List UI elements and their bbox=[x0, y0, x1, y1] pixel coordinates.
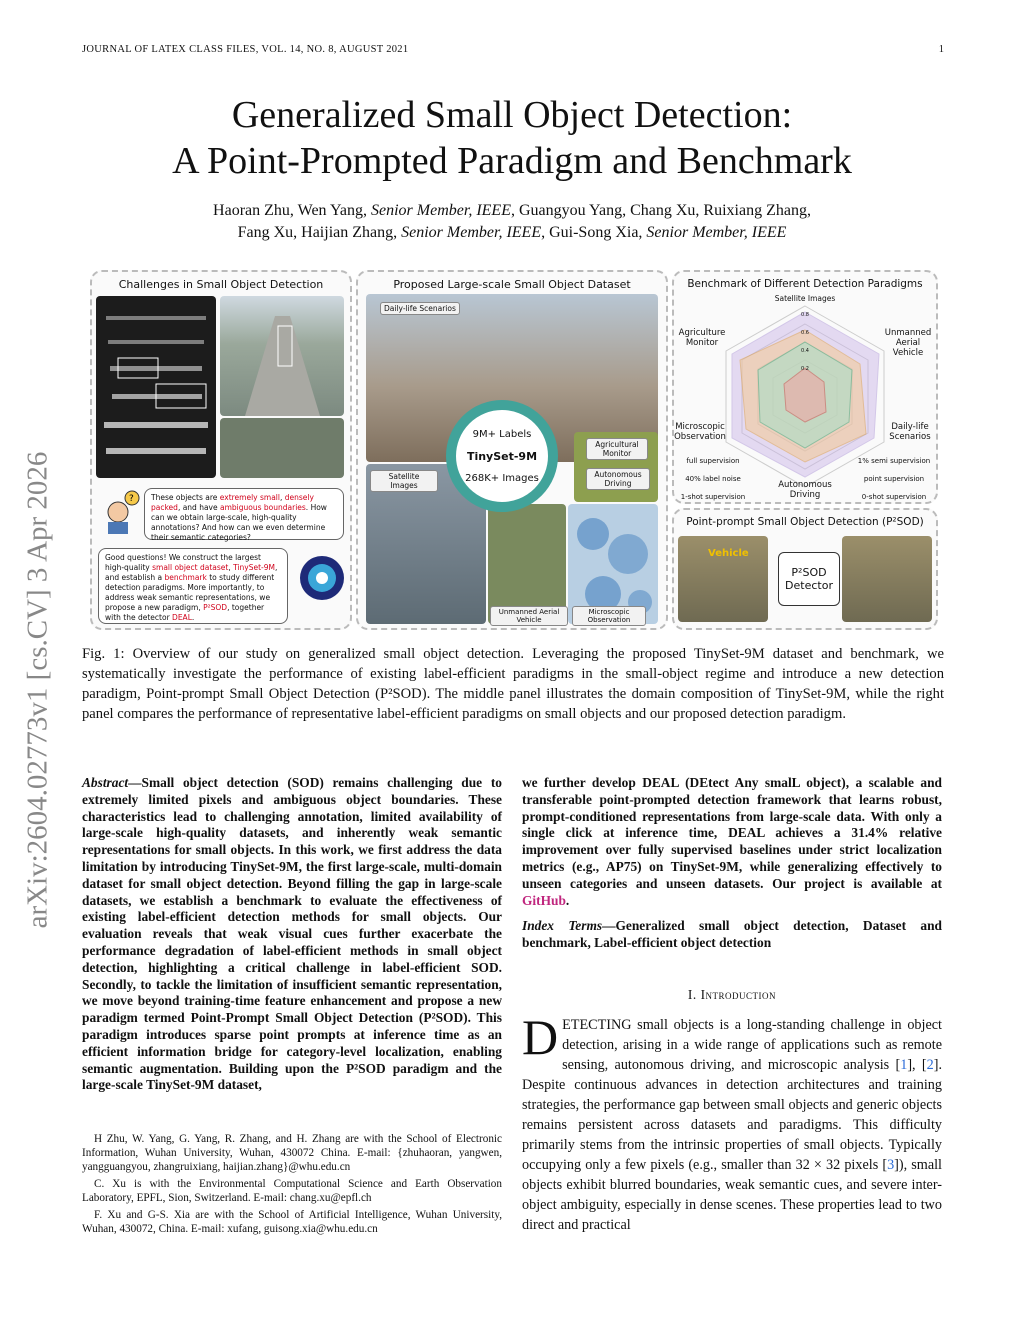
legend-semi-supervision: 1% semi supervision bbox=[857, 457, 931, 465]
radar-axis-microscopic: Microscopic Observation bbox=[674, 422, 726, 442]
author-names: , Gui-Song Xia, bbox=[541, 224, 647, 241]
panel-title: Benchmark of Different Detection Paradigms bbox=[687, 278, 923, 290]
street-aerial-image bbox=[220, 296, 344, 416]
author-list bbox=[0, 200, 1024, 244]
domain-tag-microscopic: Microscopic Observation bbox=[572, 606, 646, 626]
panel-title: Proposed Large-scale Small Object Dataset bbox=[393, 278, 631, 291]
answer-text: to study different detection paradigms. More importantly, to address weak semantic representations, we propose a new paradigm, bbox=[105, 573, 275, 612]
author-line-1 bbox=[0, 200, 1024, 222]
legend-point-supervision: point supervision bbox=[863, 475, 925, 483]
answer-text: , together with the detector bbox=[105, 603, 265, 622]
section-heading bbox=[522, 987, 942, 1003]
question-bubble bbox=[144, 488, 344, 540]
footnote: F. Xu and G-S. Xia are with the School of Artificial Intelligence, Wuhan University, Wuhan, 430072, China. E-mail: xufang, guisong.xia@whu.edu.cn bbox=[82, 1209, 502, 1235]
panel-title: Challenges in Small Object Detection bbox=[118, 278, 324, 291]
author-names: Fang Xu, Haijian Zhang, bbox=[237, 224, 402, 241]
arxiv-stamp bbox=[8, 390, 68, 990]
radar-tick: 0.2 bbox=[801, 366, 809, 372]
citation-link[interactable]: 2 bbox=[926, 1057, 934, 1073]
index-terms-text: —Generalized small object detection, Dataset and benchmark, Label-efficient object detection bbox=[522, 918, 943, 950]
page-number: 1 bbox=[938, 44, 944, 55]
images-count: 268K+ Images bbox=[465, 473, 539, 484]
thinking-person-icon bbox=[100, 490, 140, 534]
radar-axis-agriculture: Agriculture Monitor bbox=[678, 328, 726, 348]
detector-label: P²SOD Detector bbox=[785, 566, 833, 592]
answer-highlight: TinySet-9M bbox=[233, 563, 276, 572]
arxiv-id: arXiv:2604.02773v1 [cs.CV] 3 Apr 2026 bbox=[21, 451, 54, 929]
question-highlight: densely packed bbox=[151, 493, 314, 512]
github-link[interactable]: GitHub bbox=[522, 892, 566, 908]
section-title: Introduction bbox=[700, 987, 777, 1002]
paper-title bbox=[0, 92, 1024, 184]
output-aerial-image bbox=[842, 536, 932, 622]
question-highlight: ambiguous boundaries bbox=[220, 503, 306, 512]
author-membership: Senior Member, IEEE bbox=[401, 224, 542, 241]
intersection-aerial-image bbox=[220, 418, 344, 478]
abstract-continued bbox=[522, 775, 942, 909]
legend-one-shot: 1-shot supervision bbox=[680, 493, 746, 501]
dataset-ring bbox=[446, 400, 558, 512]
radar-axis-satellite: Satellite Images bbox=[774, 294, 836, 303]
figure-caption: Fig. 1: Overview of our study on generalized small object detection. Leveraging the proposed TinySet-9M dataset and benchmark, we systematically investigate the performance of existing label-efficient paradigms in the small-object regime and introduce a new detection paradigm, Point-prompt Small Object Detection (P²SOD). The middle panel illustrates the domain composition of TinySet-9M, while the right panel compares the performance of representative label-efficient paradigms on small objects and our proposed detection paradigm. bbox=[82, 646, 944, 722]
domain-tag-uav: Unmanned Aerial Vehicle bbox=[490, 606, 568, 626]
intro-text: ], [ bbox=[907, 1057, 927, 1073]
domain-tag-satellite: Satellite Images bbox=[370, 470, 438, 492]
dense-vehicles-graphic bbox=[96, 296, 216, 478]
radar-axis-autonomous: Autonomous Driving bbox=[778, 480, 832, 500]
panel-title: Point-prompt Small Object Detection (P²SOD) bbox=[686, 516, 924, 528]
footnote: C. Xu is with the Environmental Computational Science and Earth Observation Laboratory, EPFL, Sion, Switzerland. E-mail: chang.xu@epfl.ch bbox=[82, 1178, 502, 1204]
input-aerial-image bbox=[678, 536, 768, 622]
intro-text: ]), small objects exhibit blurred boundaries, weak semantic cues, and severe inter-object ambiguity, especially in dense scenes. These properties lead to two direct and practical bbox=[522, 1157, 943, 1233]
radar-tick: 0.4 bbox=[801, 348, 809, 354]
question-text: These objects are bbox=[151, 493, 220, 502]
intro-paragraph bbox=[522, 1009, 943, 1235]
radar-tick: 0.8 bbox=[801, 312, 809, 318]
abstract-label: Abstract bbox=[82, 775, 129, 790]
answer-text: Good questions! We construct the largest high-quality bbox=[105, 553, 261, 572]
legend-full-supervision: full supervision bbox=[686, 457, 740, 465]
radar-axis-uav: Unmanned Aerial Vehicle bbox=[884, 328, 932, 358]
footnotes bbox=[82, 1132, 502, 1239]
index-terms-label: Index Terms bbox=[522, 918, 603, 933]
index-terms bbox=[522, 918, 942, 952]
question-text: , and have bbox=[177, 503, 220, 512]
abstract-text: we further develop DEAL (DEtect Any smalL object), a scalable and transferable point-prompted detection framework that learns robust, prompt-conditioned representations from large-scale data. With only a single click at inference time, DEAL achieves a 31.4% relative improvement over fully supervised baselines under strict localization metrics (e.g., AP75) on TinySet-9M, while generalizing effectively to unseen categories and unseen datasets. Our project is available at bbox=[522, 775, 942, 891]
radar-chart bbox=[674, 272, 936, 502]
question-text: . How can we obtain large-scale, high-quality annotations? And how can we even determine their semantic categories? bbox=[151, 503, 327, 542]
answer-highlight: small object dataset bbox=[152, 563, 229, 572]
panel-p2sod bbox=[672, 508, 938, 630]
panel-dataset bbox=[356, 270, 668, 630]
author-membership: Senior Member, IEEE bbox=[646, 224, 787, 241]
author-membership: Senior Member, IEEE bbox=[371, 202, 511, 219]
answer-highlight: P²SOD bbox=[203, 603, 228, 612]
intro-text: ETECTING small objects is a long-standing challenge in object detection, arising in a wide range of applications such as remote sensing, autonomous driving, and microscopic analysis [ bbox=[562, 1017, 942, 1073]
author-names: , Guangyou Yang, Chang Xu, Ruixiang Zhang, bbox=[510, 202, 811, 219]
legend-label-noise: 40% label noise bbox=[685, 475, 741, 483]
citation-link[interactable]: 1 bbox=[900, 1057, 908, 1073]
domain-tag-autonomous: Autonomous Driving bbox=[586, 468, 650, 490]
answer-text: . bbox=[191, 613, 195, 622]
street-graphic bbox=[220, 296, 344, 416]
answer-text: , bbox=[228, 563, 234, 572]
abstract-text: —Small object detection (SOD) remains challenging due to extremely limited pixels and ambiguous object boundaries. These characteristics lead to challenging annotation, limited availability of large-scale high-quality datasets, and inherently weak semantic representations for small objects. In this work, we first address the data limitation by introducing TinySet-9M, the first large-scale, multi-domain dataset for small object detection. Beyond filling the gap in large-scale datasets, we establish a benchmark to evaluate the effectiveness of existing label-efficient detection methods for small objects. Our evaluation reveals that weak visual cues further exacerbate the performance degradation of label-efficient methods in small object detection, highlighting a critical challenge in label-efficient SOD. Secondly, to tackle the limitation of insufficient semantic representation, we move beyond training-time feature enhancement and propose a new paradigm termed Point-Prompt Small Object Detection (P²SOD). This paradigm introduces sparse point prompts at inference time as an efficient information bridge for category-level localization, enabling semantic augmentation. Building upon the P²SOD paradigm and the large-scale TinySet-9M dataset, bbox=[82, 775, 502, 1093]
p2sod-detector-box bbox=[778, 552, 840, 606]
section-number: I. bbox=[687, 987, 697, 1002]
radar-axis-daily-life: Daily-life Scenarios bbox=[889, 422, 931, 442]
radar-tick: 0.6 bbox=[801, 330, 809, 336]
answer-text: , and establish a bbox=[105, 563, 278, 582]
citation-link[interactable]: 3 bbox=[887, 1157, 895, 1173]
panel-challenges bbox=[90, 270, 352, 630]
drop-cap: D bbox=[522, 1009, 559, 1065]
figure-1 bbox=[86, 268, 936, 632]
running-header: JOURNAL OF LATEX CLASS FILES, VOL. 14, NO. 8, AUGUST 2021 bbox=[82, 44, 409, 55]
p2sod-logo bbox=[298, 554, 346, 602]
intro-text: ]. Despite continuous advances in detection architectures and training strategies, the performance gap between small objects and generic objects remains persistent across datasets and paradigms. This difficulty primarily stems from the intrinsic properties of small objects. Typically occupying only a few pixels (e.g., smaller than 32 × 32 pixels [ bbox=[522, 1057, 942, 1173]
question-highlight: extremely small bbox=[219, 493, 280, 502]
legend-zero-shot: 0-shot supervision bbox=[861, 493, 927, 501]
question-text: , bbox=[279, 493, 285, 502]
answer-highlight: DEAL bbox=[172, 613, 192, 622]
title-line-2: A Point-Prompted Paradigm and Benchmark bbox=[172, 140, 852, 182]
author-names: Haoran Zhu, Wen Yang, bbox=[213, 202, 371, 219]
footnote: H Zhu, W. Yang, G. Yang, R. Zhang, and H. Zhang are with the School of Electronic Information, Wuhan University, Wuhan, 430072 China. E-mail: {zhuhaoran, yangwen, yangguangyou, zhangruixiang, haijian.zhang}@whu.edu.cn bbox=[82, 1133, 502, 1173]
answer-bubble bbox=[98, 548, 288, 624]
labels-count: 9M+ Labels bbox=[472, 429, 532, 440]
dataset-name: TinySet-9M bbox=[466, 450, 538, 463]
panel-benchmark bbox=[672, 270, 938, 504]
abstract-text: . bbox=[565, 892, 570, 908]
domain-tag-agriculture: Agricultural Monitor bbox=[586, 438, 648, 460]
answer-highlight: benchmark bbox=[164, 573, 207, 582]
satellite-vehicles-image bbox=[96, 296, 216, 478]
domain-tag-daily-life: Daily-life Scenarios bbox=[380, 302, 460, 315]
abstract bbox=[82, 775, 502, 1094]
title-line-1: Generalized Small Object Detection: bbox=[231, 94, 793, 136]
vehicle-prompt-label: Vehicle bbox=[708, 548, 749, 559]
author-line-2 bbox=[0, 222, 1024, 244]
svg-text:?: ? bbox=[129, 494, 134, 504]
